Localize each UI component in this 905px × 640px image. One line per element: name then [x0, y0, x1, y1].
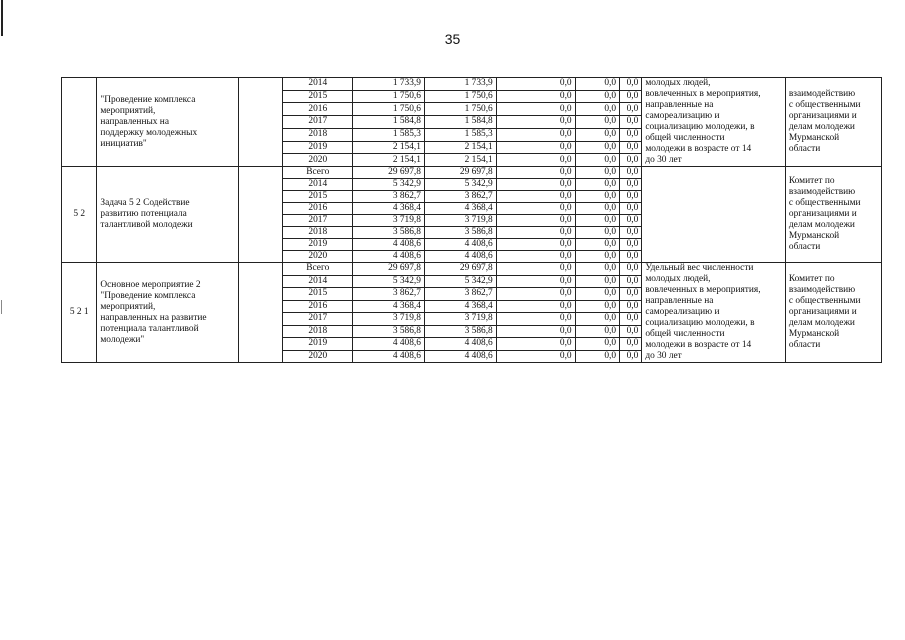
table-row [62, 167, 882, 179]
total-cell: 3 586,8 [353, 227, 425, 239]
row-code: 5 2 1 [62, 263, 97, 363]
total-cell: 3 586,8 [353, 325, 425, 338]
local-budget-cell: 0,0 [575, 215, 619, 227]
federal-budget-cell: 0,0 [496, 263, 575, 276]
total-cell: 4 408,6 [353, 350, 425, 363]
local-budget-cell: 0,0 [575, 203, 619, 215]
year-cell: 2014 [283, 78, 353, 91]
regional-budget-cell: 1 733,9 [424, 78, 496, 91]
regional-budget-cell: 3 586,8 [424, 325, 496, 338]
federal-budget-cell: 0,0 [496, 239, 575, 251]
federal-budget-cell: 0,0 [496, 128, 575, 141]
local-budget-cell: 0,0 [575, 325, 619, 338]
federal-budget-cell: 0,0 [496, 251, 575, 263]
cell-text-line: до 30 лет [645, 351, 682, 361]
cell-text-line: "Проведение комплекса [100, 94, 196, 105]
cell-text-line: делам молодежи [788, 318, 855, 328]
other-sources-cell: 0,0 [620, 338, 642, 351]
cell-text-line: Комитет по [788, 274, 835, 284]
total-cell: 3 719,8 [353, 313, 425, 326]
regional-budget-cell: 2 154,1 [424, 141, 496, 154]
indicator-cell [642, 263, 786, 363]
local-budget-cell: 0,0 [575, 78, 619, 91]
total-cell: 5 342,9 [353, 275, 425, 288]
year-cell: 2020 [283, 154, 353, 167]
year-cell: 2018 [283, 227, 353, 239]
total-cell: 2 154,1 [353, 141, 425, 154]
regional-budget-cell: 3 719,8 [424, 215, 496, 227]
regional-budget-cell: 5 342,9 [424, 179, 496, 191]
total-cell: 5 342,9 [353, 179, 425, 191]
year-cell: 2018 [283, 128, 353, 141]
regional-budget-cell: 1 585,3 [424, 128, 496, 141]
local-budget-cell: 0,0 [575, 167, 619, 179]
local-budget-cell: 0,0 [575, 275, 619, 288]
cell-text-line: с общественными [788, 198, 861, 208]
cell-text-line: области [788, 144, 821, 154]
year-cell: 2014 [283, 179, 353, 191]
cell-text-line: молодых людей, [645, 274, 711, 284]
year-cell: 2017 [283, 116, 353, 129]
local-budget-cell: 0,0 [575, 154, 619, 167]
cell-text-line: направленных на развитие [100, 312, 207, 323]
cell-text-line: инициатив" [100, 138, 147, 149]
activity-name [97, 78, 239, 167]
cell-text-line: делам молодежи [788, 220, 855, 230]
cell-text-line: социализацию молодежи, в [645, 318, 755, 328]
federal-budget-cell: 0,0 [496, 350, 575, 363]
other-sources-cell: 0,0 [620, 128, 642, 141]
cell-text-line: области [788, 242, 821, 252]
cell-text-line: Мурманской [788, 231, 840, 241]
table-row [62, 263, 882, 276]
local-budget-cell: 0,0 [575, 227, 619, 239]
other-sources-cell: 0,0 [620, 116, 642, 129]
local-budget-cell: 0,0 [575, 191, 619, 203]
regional-budget-cell: 3 862,7 [424, 288, 496, 301]
total-cell: 29 697,8 [353, 167, 425, 179]
year-cell: 2020 [283, 251, 353, 263]
cell-text-line: молодежи в возрасте от 14 [645, 144, 752, 154]
cell-text-line: вовлеченных в мероприятия, [645, 285, 761, 295]
other-sources-cell: 0,0 [620, 215, 642, 227]
table-body [62, 78, 882, 363]
year-cell: 2014 [283, 275, 353, 288]
regional-budget-cell: 3 862,7 [424, 191, 496, 203]
regional-budget-cell: 1 584,8 [424, 116, 496, 129]
executor-cell [785, 263, 881, 363]
row-code: 5 2 [62, 167, 97, 263]
indicator-cell [642, 78, 786, 167]
cell-text-line: "Проведение комплекса [100, 290, 196, 301]
regional-budget-cell: 4 408,6 [424, 239, 496, 251]
cell-text-line: развитию потенциала [100, 209, 187, 219]
cell-text-line: мероприятий, [100, 301, 156, 312]
cell-text-line: Комитет по [788, 176, 835, 186]
year-cell: 2015 [283, 90, 353, 103]
year-cell: Всего [283, 167, 353, 179]
regional-budget-cell: 1 750,6 [424, 90, 496, 103]
year-cell: 2017 [283, 313, 353, 326]
federal-budget-cell: 0,0 [496, 325, 575, 338]
other-sources-cell: 0,0 [620, 325, 642, 338]
federal-budget-cell: 0,0 [496, 191, 575, 203]
term-cell [238, 263, 282, 363]
other-sources-cell: 0,0 [620, 203, 642, 215]
term-cell [238, 167, 282, 263]
local-budget-cell: 0,0 [575, 103, 619, 116]
regional-budget-cell: 29 697,8 [424, 167, 496, 179]
local-budget-cell: 0,0 [575, 313, 619, 326]
page-number: 35 [444, 31, 461, 47]
federal-budget-cell: 0,0 [496, 78, 575, 91]
other-sources-cell: 0,0 [620, 239, 642, 251]
year-cell: 2019 [283, 239, 353, 251]
cell-text-line: общей численности [645, 329, 725, 339]
activity-name [97, 167, 239, 263]
local-budget-cell: 0,0 [575, 90, 619, 103]
local-budget-cell: 0,0 [575, 350, 619, 363]
year-cell: 2018 [283, 325, 353, 338]
cell-text-line: самореализацию и [645, 111, 720, 121]
scan-edge-mark [1, 300, 2, 314]
activity-name [97, 263, 239, 363]
cell-text-line: молодежи" [100, 334, 145, 345]
federal-budget-cell: 0,0 [496, 154, 575, 167]
federal-budget-cell: 0,0 [496, 275, 575, 288]
year-cell: 2019 [283, 338, 353, 351]
federal-budget-cell: 0,0 [496, 203, 575, 215]
total-cell: 4 368,4 [353, 203, 425, 215]
other-sources-cell: 0,0 [620, 275, 642, 288]
cell-text-line: делам молодежи [788, 122, 855, 132]
cell-text-line: взаимодействию [788, 89, 856, 99]
federal-budget-cell: 0,0 [496, 313, 575, 326]
federal-budget-cell: 0,0 [496, 300, 575, 313]
other-sources-cell: 0,0 [620, 288, 642, 301]
regional-budget-cell: 4 408,6 [424, 350, 496, 363]
executor-cell [785, 167, 881, 263]
federal-budget-cell: 0,0 [496, 167, 575, 179]
other-sources-cell: 0,0 [620, 154, 642, 167]
local-budget-cell: 0,0 [575, 288, 619, 301]
other-sources-cell: 0,0 [620, 141, 642, 154]
regional-budget-cell: 3 719,8 [424, 313, 496, 326]
cell-text-line: взаимодействию [788, 285, 856, 295]
regional-budget-cell: 1 750,6 [424, 103, 496, 116]
other-sources-cell: 0,0 [620, 313, 642, 326]
other-sources-cell: 0,0 [620, 263, 642, 276]
regional-budget-cell: 4 368,4 [424, 203, 496, 215]
total-cell: 1 750,6 [353, 90, 425, 103]
cell-text-line: молодых людей, [645, 78, 711, 88]
other-sources-cell: 0,0 [620, 179, 642, 191]
cell-text-line: до 30 лет [645, 155, 682, 165]
cell-text-line: поддержку молодежных [100, 127, 198, 138]
cell-text-line: Основное мероприятие 2 [100, 279, 201, 290]
other-sources-cell: 0,0 [620, 167, 642, 179]
regional-budget-cell: 5 342,9 [424, 275, 496, 288]
total-cell: 4 408,6 [353, 251, 425, 263]
federal-budget-cell: 0,0 [496, 103, 575, 116]
year-cell: 2017 [283, 215, 353, 227]
local-budget-cell: 0,0 [575, 338, 619, 351]
cell-text-line: молодежи в возрасте от 14 [645, 340, 752, 350]
cell-text-line: вовлеченных в мероприятия, [645, 89, 761, 99]
year-cell: 2020 [283, 350, 353, 363]
cell-text-line: талантливой молодежи [100, 220, 193, 230]
cell-text-line: организациями и [788, 307, 857, 317]
total-cell: 4 368,4 [353, 300, 425, 313]
federal-budget-cell: 0,0 [496, 179, 575, 191]
regional-budget-cell: 3 586,8 [424, 227, 496, 239]
cell-text-line: организациями и [788, 111, 857, 121]
total-cell: 4 408,6 [353, 338, 425, 351]
total-cell: 4 408,6 [353, 239, 425, 251]
other-sources-cell: 0,0 [620, 251, 642, 263]
federal-budget-cell: 0,0 [496, 90, 575, 103]
regional-budget-cell: 4 368,4 [424, 300, 496, 313]
regional-budget-cell: 2 154,1 [424, 154, 496, 167]
other-sources-cell: 0,0 [620, 191, 642, 203]
local-budget-cell: 0,0 [575, 251, 619, 263]
cell-text-line: направленные на [645, 296, 714, 306]
cell-text-line: общей численности [645, 133, 725, 143]
cell-text-line: мероприятий, [100, 105, 156, 116]
cell-text-line: потенциала талантливой [100, 323, 199, 334]
federal-budget-cell: 0,0 [496, 141, 575, 154]
cell-text-line: социализацию молодежи, в [645, 122, 755, 132]
year-cell: Всего [283, 263, 353, 276]
cell-text-line: направленных на [100, 116, 169, 127]
executor-cell [785, 78, 881, 167]
year-cell: 2015 [283, 288, 353, 301]
cell-text-line: организациями и [788, 209, 857, 219]
regional-budget-cell: 4 408,6 [424, 251, 496, 263]
program-table [61, 77, 882, 363]
term-cell [238, 78, 282, 167]
cell-text-line: Мурманской [788, 133, 840, 143]
local-budget-cell: 0,0 [575, 263, 619, 276]
indicator-cell [642, 167, 786, 263]
total-cell: 1 585,3 [353, 128, 425, 141]
local-budget-cell: 0,0 [575, 116, 619, 129]
other-sources-cell: 0,0 [620, 78, 642, 91]
total-cell: 1 733,9 [353, 78, 425, 91]
scan-edge-mark [1, 0, 3, 36]
local-budget-cell: 0,0 [575, 128, 619, 141]
total-cell: 3 862,7 [353, 191, 425, 203]
row-code [62, 78, 97, 167]
cell-text-line: Задача 5 2 Содействие [100, 198, 190, 208]
total-cell: 3 862,7 [353, 288, 425, 301]
total-cell: 1 584,8 [353, 116, 425, 129]
total-cell: 1 750,6 [353, 103, 425, 116]
federal-budget-cell: 0,0 [496, 338, 575, 351]
cell-text-line: с общественными [788, 100, 861, 110]
other-sources-cell: 0,0 [620, 227, 642, 239]
other-sources-cell: 0,0 [620, 103, 642, 116]
cell-text-line: Удельный вес численности [645, 263, 754, 273]
local-budget-cell: 0,0 [575, 179, 619, 191]
federal-budget-cell: 0,0 [496, 215, 575, 227]
cell-text-line: области [788, 340, 821, 350]
cell-text-line: направленные на [645, 100, 714, 110]
year-cell: 2019 [283, 141, 353, 154]
regional-budget-cell: 4 408,6 [424, 338, 496, 351]
regional-budget-cell: 29 697,8 [424, 263, 496, 276]
cell-text-line: самореализацию и [645, 307, 720, 317]
cell-text-line: с общественными [788, 296, 861, 306]
other-sources-cell: 0,0 [620, 300, 642, 313]
federal-budget-cell: 0,0 [496, 288, 575, 301]
table-row [62, 78, 882, 91]
cell-text-line: Мурманской [788, 329, 840, 339]
other-sources-cell: 0,0 [620, 350, 642, 363]
other-sources-cell: 0,0 [620, 90, 642, 103]
total-cell: 29 697,8 [353, 263, 425, 276]
cell-text-line: взаимодействию [788, 187, 856, 197]
year-cell: 2016 [283, 203, 353, 215]
year-cell: 2015 [283, 191, 353, 203]
local-budget-cell: 0,0 [575, 300, 619, 313]
year-cell: 2016 [283, 103, 353, 116]
year-cell: 2016 [283, 300, 353, 313]
federal-budget-cell: 0,0 [496, 227, 575, 239]
total-cell: 3 719,8 [353, 215, 425, 227]
federal-budget-cell: 0,0 [496, 116, 575, 129]
local-budget-cell: 0,0 [575, 141, 619, 154]
total-cell: 2 154,1 [353, 154, 425, 167]
local-budget-cell: 0,0 [575, 239, 619, 251]
